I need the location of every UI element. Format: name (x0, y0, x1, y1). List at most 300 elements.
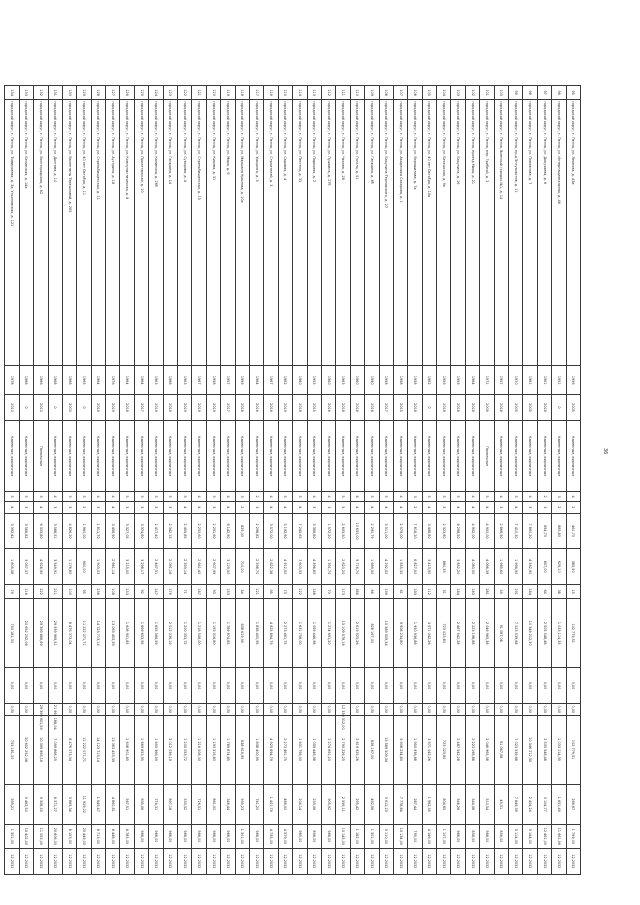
table-cell: 492,06 (365, 784, 379, 824)
table-cell: 2 487 542,28 (451, 715, 465, 784)
table-row (106, 86, 120, 875)
table-cell: 1 193 316,80 (206, 599, 220, 668)
table-cell: Каменные, кирпичные (235, 421, 249, 492)
table-cell: 0,00 (120, 668, 134, 704)
row-number-cell: 110 (350, 86, 364, 100)
table-cell: 0,00 (149, 703, 163, 715)
table-cell: 2017 (134, 394, 148, 420)
table-row (480, 86, 494, 875)
table-cell: 0,00 (422, 703, 436, 715)
row-number-cell: 96 (552, 86, 566, 100)
table-cell: 12.2032 (379, 848, 393, 874)
row-number-cell: 124 (149, 86, 163, 100)
table-cell: 1 669 653,95 (134, 599, 148, 668)
table-row (408, 86, 422, 875)
table-cell: 7 023 539,68 (509, 715, 523, 784)
table-cell: 2 579,00 (393, 513, 407, 549)
table-cell: 116 (19, 585, 33, 599)
table-cell: 233,06 (307, 784, 321, 824)
row-number-cell: 109 (365, 86, 379, 100)
table-cell: 1 689,00 (365, 549, 379, 585)
table-cell: 3 (134, 501, 148, 513)
table-cell: 2 455,85 (178, 513, 192, 549)
table-cell: 4 (393, 501, 407, 513)
table-cell: 0,00 (465, 703, 479, 715)
table-cell: Каменные, кирпичные (307, 421, 321, 492)
address-cell: городской округ, г. Пенза, ул. Стрельбищенская, д. 11 (91, 100, 105, 366)
table-cell: 2019 (149, 394, 163, 420)
table-cell: 1 789 874,85 (221, 599, 235, 668)
table-cell: 2018 (537, 394, 551, 420)
table-cell: 0,00 (192, 703, 206, 715)
table-cell: 2 (235, 501, 249, 513)
table-row (34, 86, 48, 875)
address-cell: городской округ, г. Пенза, ул. Аустрина, д. 18 (106, 100, 120, 366)
table-cell: 986,00 (221, 824, 235, 848)
table-cell: 3 971 042,26 (422, 715, 436, 784)
table-cell: 21 991 188,04 (48, 703, 62, 715)
table-cell: 0,00 (62, 668, 76, 704)
row-number-cell: 98 (523, 86, 537, 100)
table-cell: 0,00 (408, 703, 422, 715)
table-cell: 1 608 901,85 (120, 715, 134, 784)
table-cell: 0,00 (379, 668, 393, 704)
table-cell: 986,00 (178, 824, 192, 848)
table-cell: 3 (149, 501, 163, 513)
table-cell: 1964 (120, 366, 134, 395)
table-cell: 13 063 453,39 (106, 599, 120, 668)
table-cell: 10 346 212,30 (523, 715, 537, 784)
table-cell: 100 (62, 585, 76, 599)
table-cell: 121 (250, 585, 264, 599)
table-cell: 4 292,00 (379, 549, 393, 585)
table-cell: 3 (91, 501, 105, 513)
table-cell: 2 046 965,38 (480, 715, 494, 784)
table-cell: 4 083,50 (465, 549, 479, 585)
table-cell: 1955 (307, 366, 321, 395)
table-cell: Каменные, кирпичные (163, 421, 177, 492)
table-cell: 3 865,34 (62, 784, 76, 824)
table-cell: 1 216 508,00 (192, 715, 206, 784)
table-cell: 1 391,70 (321, 549, 335, 585)
page-number: 36 (602, 448, 608, 455)
table-cell: 3 298,17 (134, 549, 148, 585)
table-cell: 12.2032 (77, 848, 91, 874)
table-cell: 5 511,00 (379, 513, 393, 549)
table-cell: 4 925 894,79 (264, 715, 278, 784)
table-cell: 0,00 (62, 703, 76, 715)
table-cell: 5 110,00 (379, 824, 393, 848)
row-number-cell: 106 (408, 86, 422, 100)
table-cell: 4 (178, 501, 192, 513)
table-cell: 168 (307, 585, 321, 599)
table-cell: 12.2032 (307, 848, 321, 874)
table-cell: 1960 (321, 366, 335, 395)
table-cell: 7 023 539,68 (509, 599, 523, 668)
table-cell: 5 (336, 501, 350, 513)
table-cell: Каменные, кирпичные (106, 421, 120, 492)
table-cell: 2 487 542,28 (451, 599, 465, 668)
table-cell: 153 (221, 585, 235, 599)
address-cell: городской округ, г. Пенза, ул. 40 лет Октября, д. 10а (422, 100, 436, 366)
table-cell: 1959 (437, 366, 451, 395)
table-cell: 184 (451, 585, 465, 599)
table-cell: 12.2032 (509, 848, 523, 874)
table-cell: 4 860,81 (106, 784, 120, 824)
row-number-cell: 95 (566, 86, 580, 100)
table-cell: 2009 (480, 394, 494, 420)
table-cell: 4 (379, 501, 393, 513)
address-cell: городской округ, г. Пенза, ул. Чехова, д. 28 (336, 100, 350, 366)
table-cell: 2 012 036,19 (163, 599, 177, 668)
table-cell: 2 (552, 501, 566, 513)
table-cell: 1957 (494, 366, 508, 395)
row-number-cell: 115 (278, 86, 292, 100)
table-cell: 986,00 (206, 824, 220, 848)
address-cell: городской округ, г. Пенза, ул. Стрельбищенская, д. 15 (192, 100, 206, 366)
table-cell: 8 371,27 (48, 784, 62, 824)
table-cell: 0,00 (221, 703, 235, 715)
table-cell: 9 908 234,80 (393, 715, 407, 784)
table-cell: 4 (465, 492, 479, 502)
table-cell: 0,00 (221, 668, 235, 704)
table-cell: 4 (393, 492, 407, 502)
table-cell: 4 925 894,79 (264, 599, 278, 668)
table-cell: 9 308,53 (34, 784, 48, 824)
table-row (523, 86, 537, 875)
table-cell: 2 273 461,75 (278, 715, 292, 784)
table-cell: 1 200 053,72 (178, 715, 192, 784)
table-cell: 1961 (523, 366, 537, 395)
table-cell: 0,00 (393, 703, 407, 715)
table-cell: 102 779,51 (566, 599, 580, 668)
table-cell: Каменные, кирпичные (422, 421, 436, 492)
table-cell: 2 505 548,48 (537, 715, 551, 784)
table-cell: 1 059 446,98 (307, 599, 321, 668)
table-cell: 4 (566, 492, 580, 502)
table-cell: 1 805,08 (5, 549, 19, 585)
table-cell: Каменные, кирпичные (264, 421, 278, 492)
table-cell: 2015 (307, 394, 321, 420)
table-cell: 0,00 (77, 703, 91, 715)
table-cell: 1964 (250, 366, 264, 395)
table-cell: 5 (19, 492, 33, 502)
row-number-cell: 126 (120, 86, 134, 100)
table-cell: 12.2032 (350, 848, 364, 874)
table-cell: 1958 (206, 366, 220, 395)
table-cell: 5 (5, 492, 19, 502)
row-number-cell: 129 (77, 86, 91, 100)
table-cell: 726,51 (192, 784, 206, 824)
row-number-cell: 121 (192, 86, 206, 100)
table-row (178, 86, 192, 875)
table-cell: 4 396,80 (307, 549, 321, 585)
table-cell: 10 346 212,30 (523, 599, 537, 668)
table-cell: 0,00 (250, 703, 264, 715)
row-number-cell: 132 (34, 86, 48, 100)
table-cell: 1963 (178, 366, 192, 395)
table-cell: 0,00 (509, 668, 523, 704)
table-cell: 12.2032 (250, 848, 264, 874)
table-cell: 988,00 (480, 824, 494, 848)
table-cell: 5 (120, 492, 134, 502)
table-cell: 0,00 (566, 703, 580, 715)
table-cell: 281 (480, 585, 494, 599)
table-cell: Каменные, кирпичные (350, 421, 364, 492)
table-cell: 0,00 (293, 668, 307, 704)
table-cell: 70 (321, 585, 335, 599)
table-cell: 12.2032 (264, 848, 278, 874)
table-cell: 5 114,00 (509, 824, 523, 848)
table-cell: 1960 (350, 366, 364, 395)
table-cell: 5 (62, 492, 76, 502)
table-row (537, 86, 551, 875)
table-cell: 807,00 (537, 549, 551, 585)
table-cell: 12.2032 (62, 848, 76, 874)
table-cell: Каменные, кирпичные (321, 421, 335, 492)
table-row (293, 86, 307, 875)
table-cell: 5 (149, 492, 163, 502)
table-cell: 287,44 (408, 784, 422, 824)
table-cell: 79 (5, 585, 19, 599)
table-cell: 12.2032 (537, 848, 551, 874)
table-cell: 1961 (537, 366, 551, 395)
table-cell: 12.2032 (465, 848, 479, 874)
table-cell: 4 (465, 501, 479, 513)
table-cell: 4 826,20 (62, 513, 76, 549)
table-cell: 0,00 (422, 668, 436, 704)
table-cell: 12.2032 (163, 848, 177, 874)
table-cell: 2016 (321, 394, 335, 420)
table-cell: 0 (422, 394, 436, 420)
table-cell: 61 (393, 585, 407, 599)
table-cell: 187 (192, 585, 206, 599)
table-cell: 8 476 073,04 (62, 599, 76, 668)
table-cell: 6 298,50 (451, 513, 465, 549)
table-cell: 236 (91, 585, 105, 599)
table-cell: 2018 (465, 394, 479, 420)
address-cell: городской округ, г. Пенза, ул. Леонова, д. 43а (566, 100, 580, 366)
address-cell: городской округ, г. Пенза, ул. Долгова, д. 10 (48, 100, 62, 366)
table-cell: 20 652 252,08 (19, 599, 33, 668)
address-cell: городской округ, г. Пенза, ул. Пролетарская, д. 10 (134, 100, 148, 366)
table-cell: Каменные, кирпичные (336, 421, 350, 492)
table-row (393, 86, 407, 875)
table-cell: 211 (48, 585, 62, 599)
table-cell: 3 057,37 (19, 549, 33, 585)
address-cell: городской округ, г. Пенза, Военный городок №1, д. 14 (494, 100, 508, 366)
table-cell: 12.2032 (206, 848, 220, 874)
table-cell: 461,70 (566, 513, 580, 549)
table-cell: 1 994,90 (509, 549, 523, 585)
table-cell: 7 099 868,25 (48, 715, 62, 784)
table-cell: 3 215,00 (120, 549, 134, 585)
address-cell: городской округ, г. Пенза, ул. Интернациональная, д. 46 (552, 100, 566, 366)
table-cell: 38 (552, 585, 566, 599)
table-cell: 2 (537, 492, 551, 502)
table-row (566, 86, 580, 875)
table-cell: 710,00 (235, 549, 249, 585)
row-number-cell: 130 (62, 86, 76, 100)
table-cell: 2016 (264, 394, 278, 420)
table-cell: 29 399 901,59 (34, 703, 48, 715)
table-cell: 774,31 (149, 784, 163, 824)
table-cell: 2019 (163, 394, 177, 420)
table-row (307, 86, 321, 875)
table-cell: 1956 (566, 366, 580, 395)
table-cell: 1 059 446,98 (307, 715, 321, 784)
table-cell: Каменные, кирпичные (62, 421, 76, 492)
table-cell: Каменные, кирпичные (494, 421, 508, 492)
table-cell: 2019 (206, 394, 220, 420)
table-cell: 92 (134, 585, 148, 599)
table-cell: 173 (336, 585, 350, 599)
table-cell: 3 (62, 501, 76, 513)
table-cell: 12.2032 (422, 848, 436, 874)
table-cell: 5 (437, 492, 451, 502)
row-number-cell: 104 (437, 86, 451, 100)
table-cell: 1978 (5, 366, 19, 395)
table-cell: 0,00 (494, 703, 508, 715)
table-row (379, 86, 393, 875)
table-cell: 3 (494, 501, 508, 513)
table-cell: 3 971 042,26 (422, 599, 436, 668)
table-cell: 12.2032 (278, 848, 292, 874)
table-cell: 2018 (451, 394, 465, 420)
table-cell: 1962 (422, 366, 436, 395)
table-cell: 2019 (91, 394, 105, 420)
table-row (451, 86, 465, 875)
table-cell: 0,00 (106, 703, 120, 715)
table-cell: 2 323,80 (437, 513, 451, 549)
table-cell: 2019 (278, 394, 292, 420)
table-cell: 191 (509, 585, 523, 599)
table-cell: 346,44 (221, 784, 235, 824)
table-cell: 804,85 (437, 784, 451, 824)
table-cell: 2 641,40 (192, 549, 206, 585)
table-cell: 0,00 (365, 668, 379, 704)
table-cell: 15 109 578,16 (336, 599, 350, 668)
table-cell: 1971 (480, 366, 494, 395)
table-cell: 1968 (48, 366, 62, 395)
table-cell: 4 (192, 492, 206, 502)
table-cell: 6 333,80 (34, 513, 48, 549)
table-cell: 3 (250, 501, 264, 513)
table-cell: 193 (408, 585, 422, 599)
address-cell: городской округ, г. Пенза, ул. Пушкина, д. 27б (321, 100, 335, 366)
table-row (62, 86, 76, 875)
table-cell: 986,00 (451, 824, 465, 848)
table-cell: 828 167,00 (365, 715, 379, 784)
table-cell: 0,00 (91, 668, 105, 704)
table-cell: 629,10 (552, 549, 566, 585)
table-cell: 986,00 (134, 824, 148, 848)
table-cell: 12.2032 (134, 848, 148, 874)
table-cell: Каменные, кирпичные (523, 421, 537, 492)
table-cell: 1990 (365, 366, 379, 395)
table-cell: 4 (422, 501, 436, 513)
address-cell: городской округ, г. Пенза, ул. Кирова, д. 31 (206, 100, 220, 366)
table-cell: 546,26 (451, 784, 465, 824)
table-row (120, 86, 134, 875)
address-cell: городской округ, г. Пенза, ул. Тимирязева, д. 3а, Ульяновская, д. 121 (5, 100, 19, 366)
table-cell: 1 176,80 (62, 549, 76, 585)
table-cell: 1976 (106, 366, 120, 395)
table-cell: 385,50 (566, 549, 580, 585)
table-cell: 3 (120, 501, 134, 513)
table-cell: 4 (451, 501, 465, 513)
table-cell: 985,00 (293, 824, 307, 848)
address-cell: городской округ, г. Пенза, ул. Коммунистическая, д. 8 (120, 100, 134, 366)
table-cell: 2000 (62, 394, 76, 420)
table-cell: 59 (494, 585, 508, 599)
table-cell: 2 681,14 (106, 549, 120, 585)
table-cell: 2 (250, 492, 264, 502)
table-cell: 12.2032 (408, 848, 422, 874)
table-cell: 0,00 (278, 668, 292, 704)
row-number-cell: 101 (480, 86, 494, 100)
table-cell: 0,00 (321, 703, 335, 715)
table-cell: 986,00 (250, 824, 264, 848)
table-cell: 2005 (509, 394, 523, 420)
address-cell: городской округ, г. Пенза, ул. Гоголя, д. 51 (350, 100, 364, 366)
table-cell: 880,35 (437, 549, 451, 585)
row-number-cell: 133 (19, 86, 33, 100)
table-cell: Каменные, кирпичные (509, 421, 523, 492)
table-cell: 1999 (235, 366, 249, 395)
table-cell: 7 245,63 (293, 513, 307, 549)
table-cell: 1 216 508,00 (192, 599, 206, 668)
table-cell: 4 (278, 501, 292, 513)
table-cell: 1958 (408, 366, 422, 395)
table-cell: 897,18 (163, 784, 177, 824)
table-cell: 3 498,80 (422, 513, 436, 549)
table-cell: 4 (307, 492, 321, 502)
table-cell: 2 404,24 (523, 784, 537, 824)
table-cell: 3 (19, 501, 33, 513)
table-cell: 0,00 (307, 703, 321, 715)
address-cell: городской округ, г. Пенза, ул. Докучаева, д. 6 (537, 100, 551, 366)
table-cell: 4 (221, 501, 235, 513)
table-cell: 1959 (451, 366, 465, 395)
table-cell: Каменные, кирпичные (178, 421, 192, 492)
table-cell: 0,00 (178, 703, 192, 715)
address-cell: городской округ, г. Пенза, ул. Бакунина, д. 16 (451, 100, 465, 366)
row-number-cell: 105 (422, 86, 436, 100)
table-cell: 10 399 965,16 (34, 715, 48, 784)
row-number-cell: 108 (379, 86, 393, 100)
table-cell: 4 912,50 (278, 549, 292, 585)
table-cell: 2 393,14 (178, 549, 192, 585)
table-cell: 0,00 (19, 703, 33, 715)
table-cell: 858,00 (465, 824, 479, 848)
table-cell: 8 476 073,04 (62, 715, 76, 784)
table-cell: 4 (480, 501, 494, 513)
table-cell: 1 193 316,80 (206, 715, 220, 784)
table-cell: 5 366,80 (307, 513, 321, 549)
table-cell: 1 649,47 (91, 784, 105, 824)
table-cell: 7 849,39 (509, 784, 523, 824)
table-cell: 11 222 071,71 (77, 715, 91, 784)
table-cell: Каменные, кирпичные (221, 421, 235, 492)
table-row (422, 86, 436, 875)
table-cell: 4 146,00 (422, 824, 436, 848)
table-cell: 0,00 (5, 668, 19, 704)
table-cell: 595,21 (5, 784, 19, 824)
table-cell: 184 (523, 585, 537, 599)
table-cell: 12.2032 (393, 848, 407, 874)
table-cell: 2010 (5, 394, 19, 420)
